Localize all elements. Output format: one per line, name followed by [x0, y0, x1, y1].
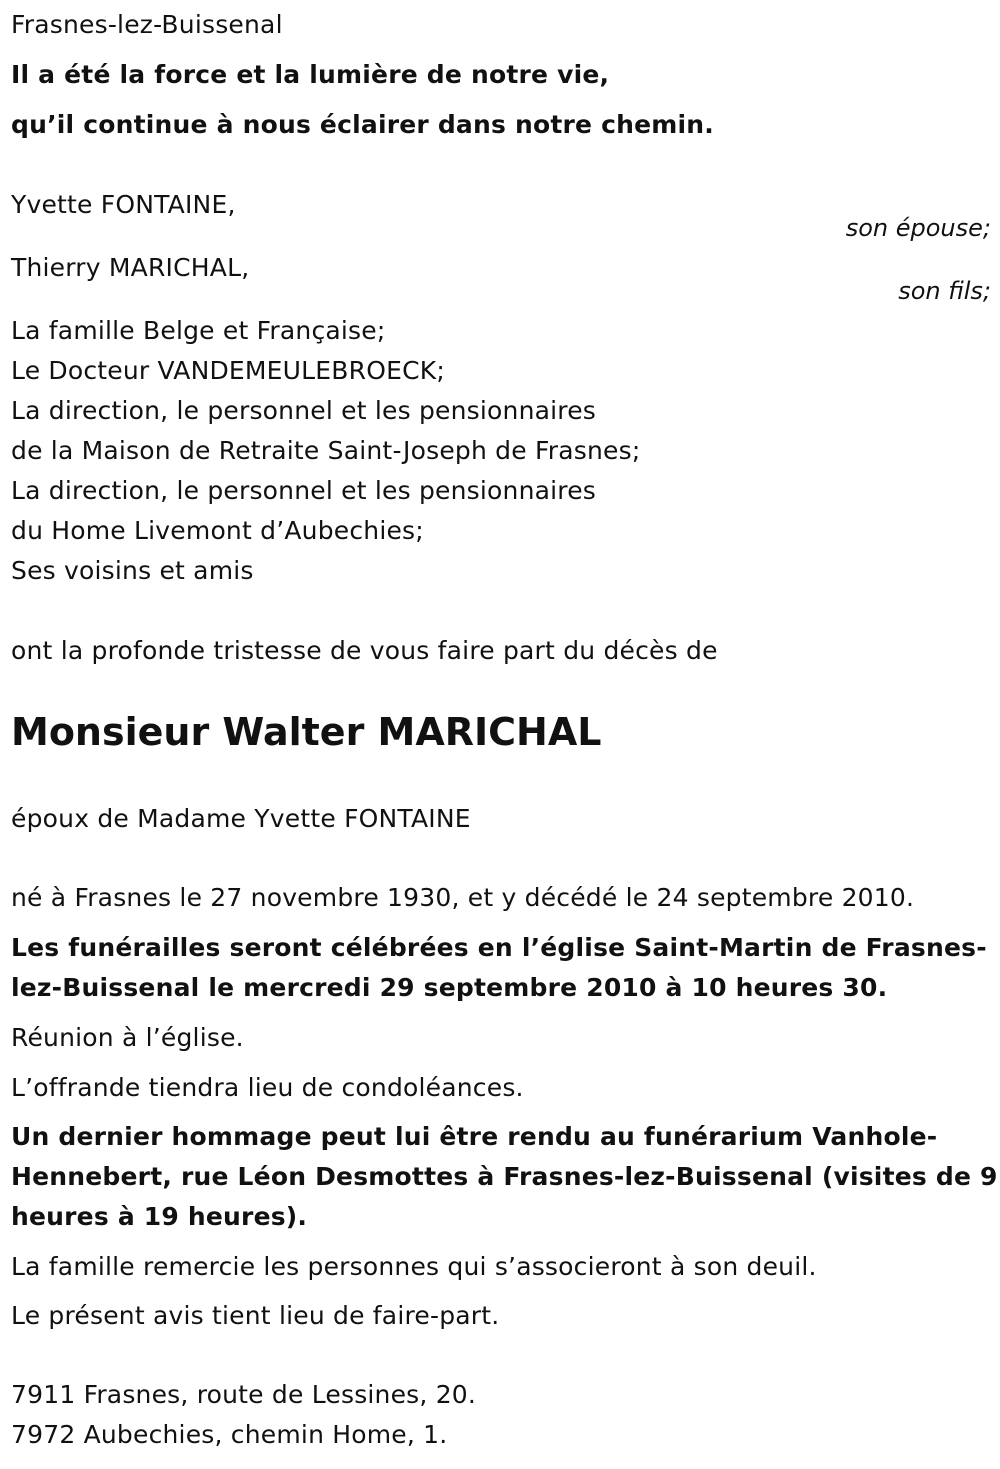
- quote-line: Il a été la force et la lumière de notre vie,: [11, 60, 610, 89]
- mourner-line: Ses voisins et amis: [11, 556, 254, 585]
- quote-line: qu’il continue à nous éclairer dans notre chemin.: [11, 110, 714, 139]
- son-relation: son fils;: [898, 277, 991, 305]
- location-heading: Frasnes-lez-Buissenal: [11, 10, 283, 39]
- birth-death: né à Frasnes le 27 novembre 1930, et y décédé le 24 septembre 2010.: [11, 883, 915, 912]
- mourner-line: La direction, le personnel et les pensionnaires: [11, 396, 597, 425]
- offering-note: L’offrande tiendra lieu de condoléances.: [11, 1073, 524, 1102]
- mourner-line: Le Docteur VANDEMEULEBROECK;: [11, 356, 445, 385]
- funeral-service-line: lez-Buissenal le mercredi 29 septembre 2010 à 10 heures 30.: [11, 973, 888, 1002]
- mourner-line: du Home Livemont d’Aubechies;: [11, 516, 424, 545]
- announcement-intro: ont la profonde tristesse de vous faire part du décès de: [11, 636, 718, 665]
- address-line: 7911 Frasnes, route de Lessines, 20.: [11, 1380, 477, 1409]
- funeral-service-line: Les funérailles seront célébrées en l’église Saint-Martin de Frasnes-: [11, 933, 987, 962]
- tribute-line: Un dernier hommage peut lui être rendu au funérarium Vanhole-: [11, 1122, 938, 1151]
- address-line: 7972 Aubechies, chemin Home, 1.: [11, 1420, 448, 1449]
- spouse-name: Yvette FONTAINE,: [11, 190, 236, 219]
- son-name: Thierry MARICHAL,: [11, 253, 250, 282]
- mourner-line: La famille Belge et Française;: [11, 316, 386, 345]
- tribute-line: Hennebert, rue Léon Desmottes à Frasnes-lez-Buissenal (visites de 9: [11, 1162, 998, 1191]
- mourner-line: La direction, le personnel et les pensionnaires: [11, 476, 597, 505]
- tribute-line: heures à 19 heures).: [11, 1202, 308, 1231]
- meeting-note: Réunion à l’église.: [11, 1023, 244, 1052]
- spouse-relation: son épouse;: [845, 214, 991, 242]
- thanks-note: La famille remercie les personnes qui s’associeront à son deuil.: [11, 1252, 817, 1281]
- deceased-name: Monsieur Walter MARICHAL: [11, 710, 602, 754]
- notice-note: Le présent avis tient lieu de faire-part.: [11, 1301, 500, 1330]
- spouse-of: époux de Madame Yvette FONTAINE: [11, 804, 471, 833]
- mourner-line: de la Maison de Retraite Saint-Joseph de Frasnes;: [11, 436, 641, 465]
